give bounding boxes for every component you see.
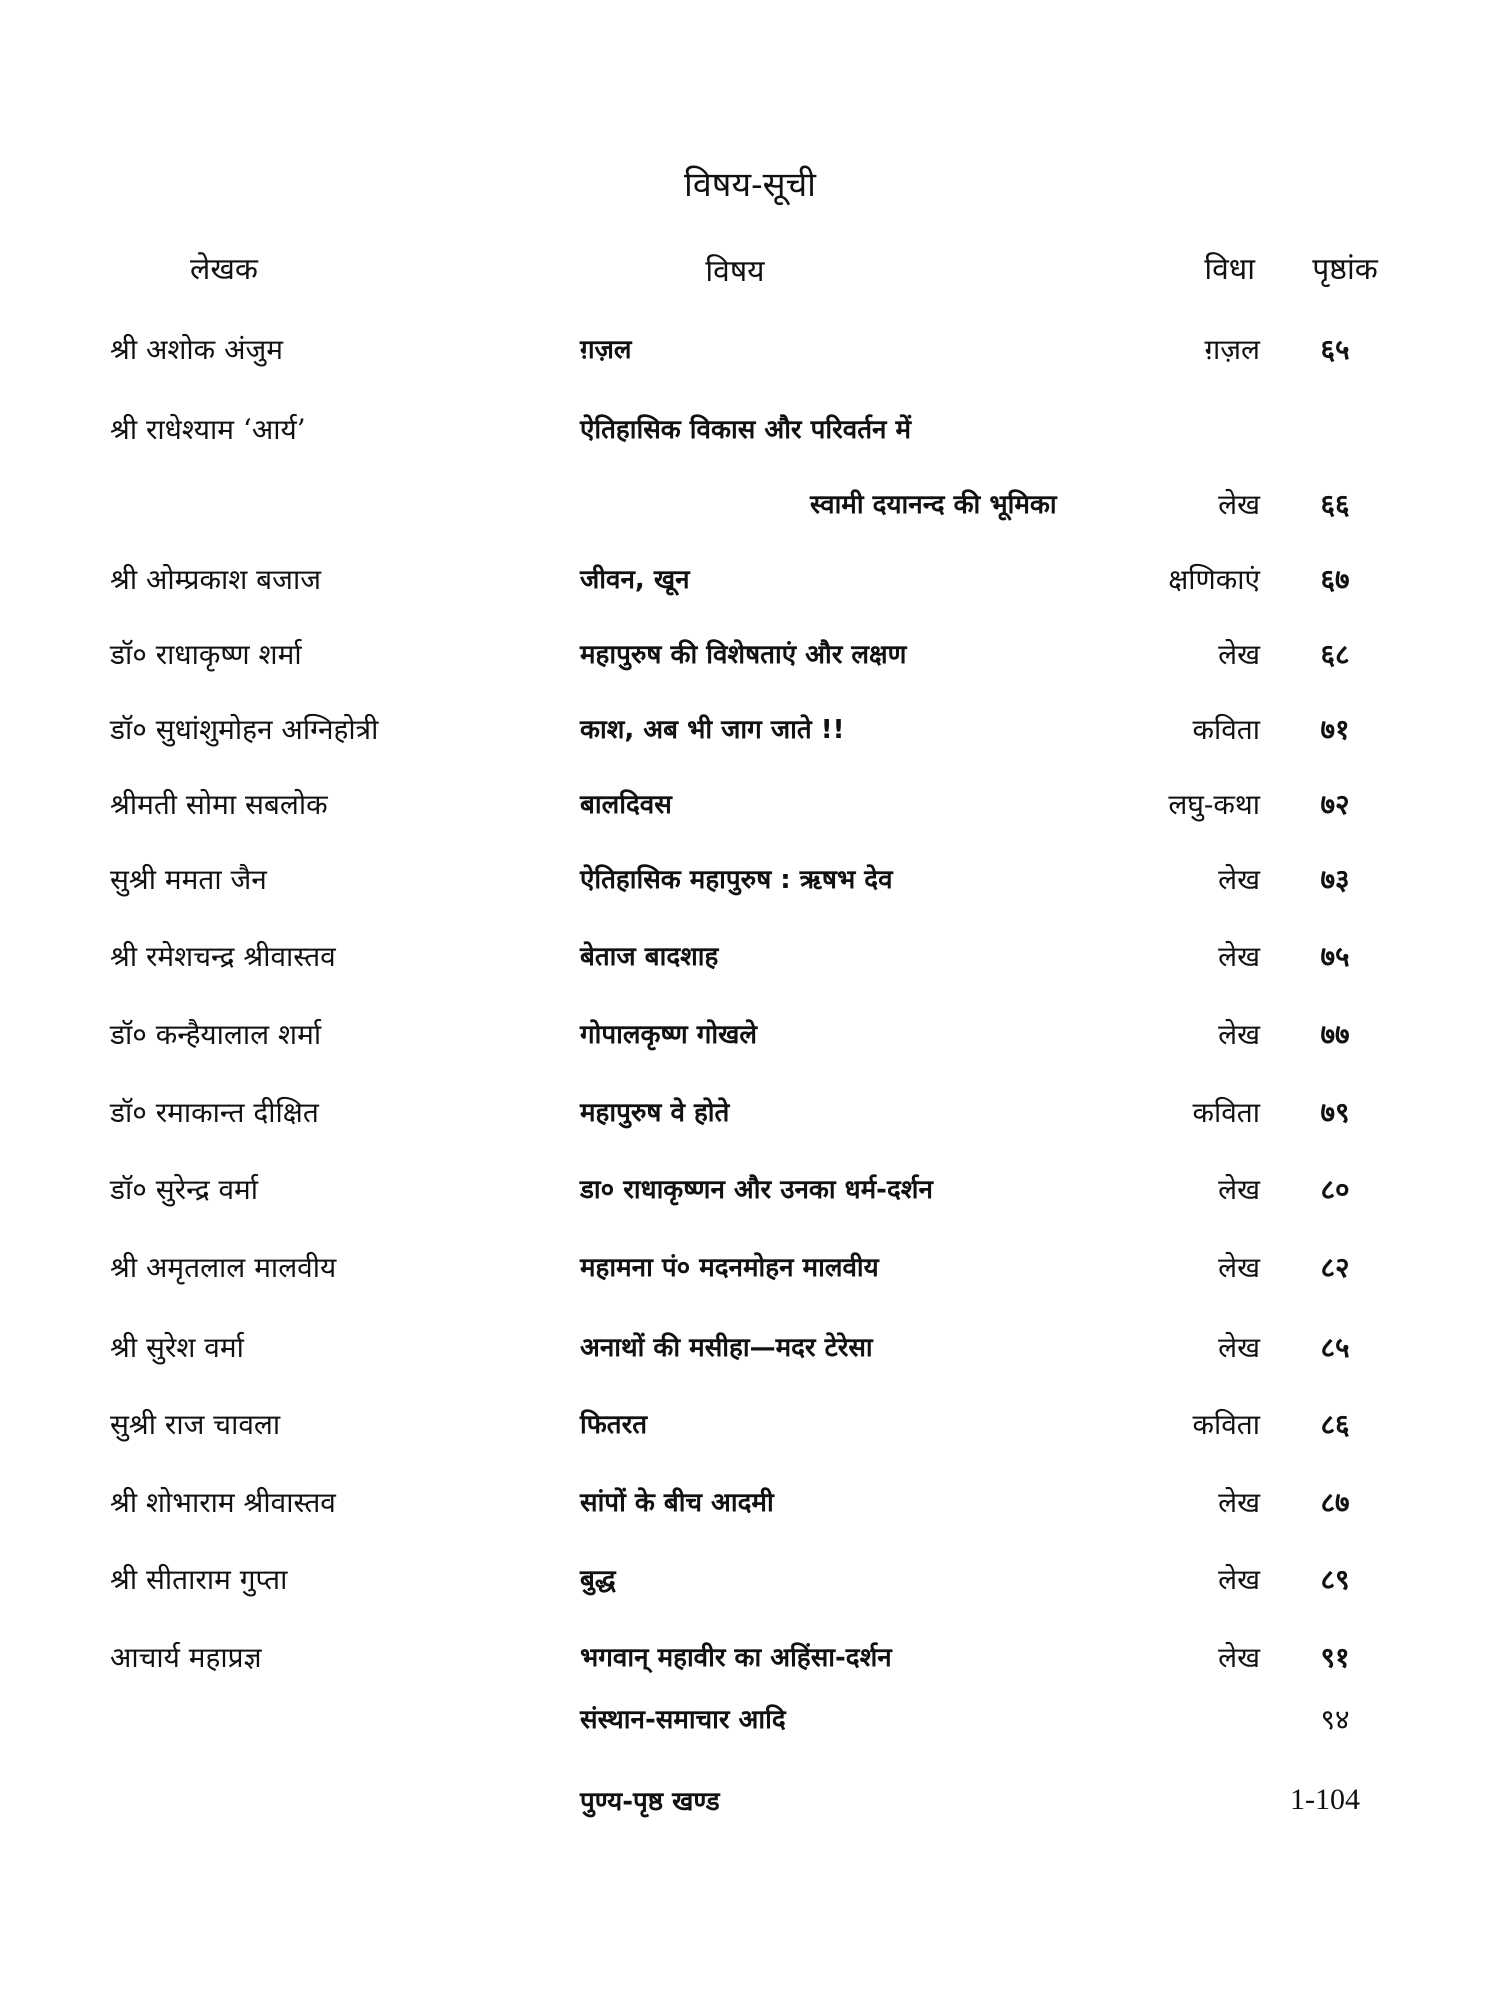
row-page: ६५ — [1320, 333, 1350, 366]
row-author: डॉ० सुरेन्द्र वर्मा — [110, 1173, 259, 1206]
row-genre: लघु-कथा — [1168, 788, 1260, 821]
extra-subject: पुण्य-पृष्ठ खण्ड — [580, 1787, 720, 1817]
row-author: श्री रमेशचन्द्र श्रीवास्तव — [110, 940, 336, 973]
row-author: डॉ० कन्हैयालाल शर्मा — [110, 1018, 322, 1051]
row-genre: लेख — [1218, 488, 1260, 521]
row-page: ६८ — [1320, 638, 1350, 671]
row-subject: काश, अब भी जाग जाते !! — [580, 715, 845, 745]
row-genre: लेख — [1218, 940, 1260, 973]
extra-page: 1-104 — [1290, 1783, 1360, 1816]
row-author: श्री राधेश्याम ‘आर्य’ — [110, 413, 306, 446]
row-page: ९१ — [1320, 1641, 1350, 1674]
row-subject: डा० राधाकृष्णन और उनका धर्म-दर्शन — [580, 1175, 933, 1205]
row-subject: महापुरुष की विशेषताएं और लक्षण — [580, 640, 907, 670]
row-genre: क्षणिकाएं — [1168, 563, 1260, 596]
row-subject: ऐतिहासिक महापुरुष : ऋषभ देव — [580, 865, 893, 895]
row-genre: कविता — [1192, 713, 1260, 746]
row-page: ७१ — [1320, 713, 1350, 746]
row-page: ७३ — [1320, 863, 1350, 896]
row-page: ७२ — [1320, 788, 1350, 821]
row-page: ७९ — [1320, 1096, 1350, 1129]
row-subject: ग़ज़ल — [580, 335, 632, 365]
row-subject: गोपालकृष्ण गोखले — [580, 1020, 757, 1050]
row-author: डॉ० राधाकृष्ण शर्मा — [110, 638, 302, 671]
row-subject: बुद्ध — [580, 1565, 616, 1595]
row-page: ८७ — [1320, 1486, 1350, 1519]
row-genre: लेख — [1218, 1641, 1260, 1674]
header-genre: विधा — [1204, 252, 1255, 287]
row-author: डॉ० रमाकान्त दीक्षित — [110, 1096, 319, 1129]
row-author: श्री शोभाराम श्रीवास्तव — [110, 1486, 336, 1519]
row-author: सुश्री ममता जैन — [110, 863, 267, 896]
row-author: श्री अशोक अंजुम — [110, 333, 283, 366]
row-subject: फितरत — [580, 1410, 648, 1440]
row-subject: अनाथों की मसीहा—मदर टेरेसा — [580, 1333, 873, 1363]
row-genre: कविता — [1192, 1408, 1260, 1441]
row-subject: महापुरुष वे होते — [580, 1098, 730, 1128]
header-subject: विषय — [705, 254, 765, 289]
row-author: श्री ओम्प्रकाश बजाज — [110, 563, 321, 596]
row-genre: लेख — [1218, 1173, 1260, 1206]
row-subject: भगवान् महावीर का अहिंसा-दर्शन — [580, 1643, 892, 1673]
row-subject: जीवन, खून — [580, 565, 690, 595]
row-genre: लेख — [1218, 1486, 1260, 1519]
extra-subject: संस्थान-समाचार आदि — [580, 1705, 786, 1735]
row-page: ८५ — [1320, 1331, 1350, 1364]
row-page: ८० — [1320, 1173, 1350, 1206]
row-genre: कविता — [1192, 1096, 1260, 1129]
page-title: विषय-सूची — [684, 165, 816, 205]
row-page: ७७ — [1320, 1018, 1350, 1051]
row-subject: महामना पं० मदनमोहन मालवीय — [580, 1253, 879, 1283]
row-page: ८९ — [1320, 1563, 1350, 1596]
row-page: ८२ — [1320, 1251, 1350, 1284]
row-author: आचार्य महाप्रज्ञ — [110, 1641, 262, 1674]
header-page: पृष्ठांक — [1312, 252, 1378, 287]
row-author: श्री अमृतलाल मालवीय — [110, 1251, 337, 1284]
row-page: ८६ — [1320, 1408, 1350, 1441]
row-genre: ग़ज़ल — [1204, 333, 1260, 366]
row-subject: ऐतिहासिक विकास और परिवर्तन में — [580, 415, 912, 445]
row-genre: लेख — [1218, 863, 1260, 896]
row-author: सुश्री राज चावला — [110, 1408, 281, 1441]
row-subject: बालदिवस — [580, 790, 672, 820]
row-genre: लेख — [1218, 1251, 1260, 1284]
row-page: ७५ — [1320, 940, 1350, 973]
row-page: ६७ — [1320, 563, 1350, 596]
row-subject-continued: स्वामी दयानन्द की भूमिका — [810, 490, 1057, 520]
row-page: ६६ — [1320, 488, 1350, 521]
row-author: डॉ० सुधांशुमोहन अग्निहोत्री — [110, 713, 379, 746]
row-subject: सांपों के बीच आदमी — [580, 1488, 774, 1518]
row-author: श्रीमती सोमा सबलोक — [110, 788, 328, 821]
extra-page: ९४ — [1320, 1703, 1350, 1736]
row-genre: लेख — [1218, 1563, 1260, 1596]
row-genre: लेख — [1218, 638, 1260, 671]
row-author: श्री सीताराम गुप्ता — [110, 1563, 288, 1596]
row-genre: लेख — [1218, 1018, 1260, 1051]
row-genre: लेख — [1218, 1331, 1260, 1364]
header-author: लेखक — [190, 252, 258, 287]
row-subject: बेताज बादशाह — [580, 942, 719, 972]
row-author: श्री सुरेश वर्मा — [110, 1331, 244, 1364]
